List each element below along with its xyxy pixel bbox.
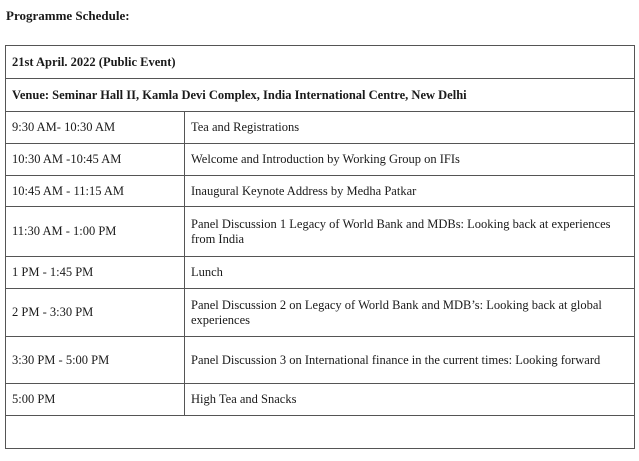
time-cell: 1 PM - 1:45 PM [6, 257, 185, 289]
time-cell: 3:30 PM - 5:00 PM [6, 337, 185, 384]
table-row [6, 289, 635, 337]
venue: Venue: Seminar Hall II, Kamla Devi Complex, India International Centre, New Delhi [6, 79, 635, 112]
table-row [6, 337, 635, 384]
activity-cell: Tea and Registrations [185, 112, 635, 144]
page-heading: Programme Schedule: [6, 8, 130, 23]
activity-cell: Panel Discussion 2 on Legacy of World Bank and MDB’s: Looking back at global experiences [185, 289, 635, 337]
table-row [6, 257, 635, 289]
activity-cell: Inaugural Keynote Address by Medha Patkar [185, 176, 635, 207]
time-cell: 10:30 AM -10:45 AM [6, 144, 185, 176]
activity-cell: Lunch [185, 257, 635, 289]
activity-cell: High Tea and Snacks [185, 384, 635, 416]
activity-cell: Panel Discussion 3 on International finance in the current times: Looking forward [185, 337, 635, 384]
event-date-row [6, 46, 635, 79]
empty-cell [6, 416, 635, 449]
activity-cell: Welcome and Introduction by Working Group on IFIs [185, 144, 635, 176]
time-cell: 11:30 AM - 1:00 PM [6, 207, 185, 257]
table-row [6, 384, 635, 416]
schedule-table [5, 45, 635, 449]
activity-cell: Panel Discussion 1 Legacy of World Bank and MDBs: Looking back at experiences from India [185, 207, 635, 257]
time-cell: 5:00 PM [6, 384, 185, 416]
event-date: 21st April. 2022 (Public Event) [6, 46, 635, 79]
time-cell: 9:30 AM- 10:30 AM [6, 112, 185, 144]
table-row [6, 176, 635, 207]
time-cell: 10:45 AM - 11:15 AM [6, 176, 185, 207]
time-cell: 2 PM - 3:30 PM [6, 289, 185, 337]
table-row [6, 207, 635, 257]
table-row [6, 112, 635, 144]
table-row [6, 144, 635, 176]
venue-row [6, 79, 635, 112]
empty-row [6, 416, 635, 449]
